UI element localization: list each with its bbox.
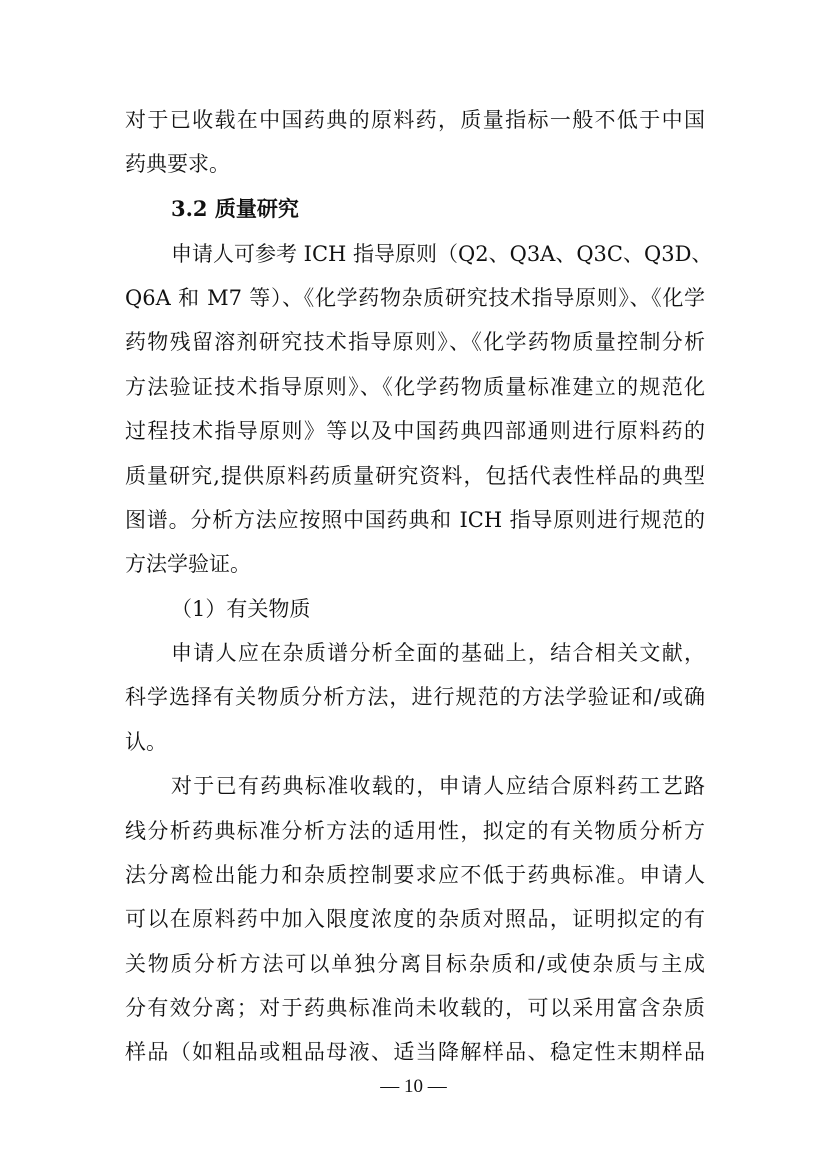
text-line-10: 图谱。分析方法应按照中国药典和 ICH 指导原则进行规范的 — [125, 508, 705, 532]
text-line-22: 样品（如粗品或粗品母液、适当降解样品、稳定性末期样品 — [125, 1040, 705, 1064]
section-heading-3-2: 3.2 质量研究 — [171, 196, 299, 221]
text-line-21: 分有效分离；对于药典标准尚未收载的，可以采用富含杂质 — [125, 996, 705, 1020]
text-line-2: 药典要求。 — [125, 152, 230, 176]
text-line-15: 认。 — [125, 730, 167, 754]
subsection-heading-related-substances: （1）有关物质 — [171, 597, 311, 621]
text-line-8: 过程技术指导原则》等以及中国药典四部通则进行原料药的 — [125, 419, 705, 443]
text-line-19: 可以在原料药中加入限度浓度的杂质对照品，证明拟定的有 — [125, 907, 705, 931]
text-line-6: 药物残留溶剂研究技术指导原则》、《化学药物质量控制分析 — [125, 330, 705, 354]
text-line-16: 对于已有药典标准收载的，申请人应结合原料药工艺路 — [171, 774, 705, 798]
text-line-11: 方法学验证。 — [125, 552, 251, 576]
text-line-18: 法分离检出能力和杂质控制要求应不低于药典标准。申请人 — [125, 863, 705, 887]
text-line-7: 方法验证技术指导原则》、《化学药物质量标准建立的规范化 — [125, 375, 705, 399]
text-line-5: Q6A 和 M7 等）、《化学药物杂质研究技术指导原则》、《化学 — [125, 286, 705, 310]
page-number: — 10 — — [380, 1076, 447, 1097]
text-line-13: 申请人应在杂质谱分析全面的基础上，结合相关文献， — [171, 641, 705, 665]
text-line-17: 线分析药典标准分析方法的适用性，拟定的有关物质分析方 — [125, 819, 705, 843]
text-line-20: 关物质分析方法可以单独分离目标杂质和/或使杂质与主成 — [125, 952, 705, 976]
text-line-4: 申请人可参考 ICH 指导原则（Q2、Q3A、Q3C、Q3D、 — [171, 242, 713, 266]
text-line-9: 质量研究,提供原料药质量研究资料，包括代表性样品的典型 — [125, 464, 705, 488]
text-line-14: 科学选择有关物质分析方法，进行规范的方法学验证和/或确 — [125, 685, 705, 709]
text-line-1: 对于已收载在中国药典的原料药，质量指标一般不低于中国 — [125, 108, 705, 132]
